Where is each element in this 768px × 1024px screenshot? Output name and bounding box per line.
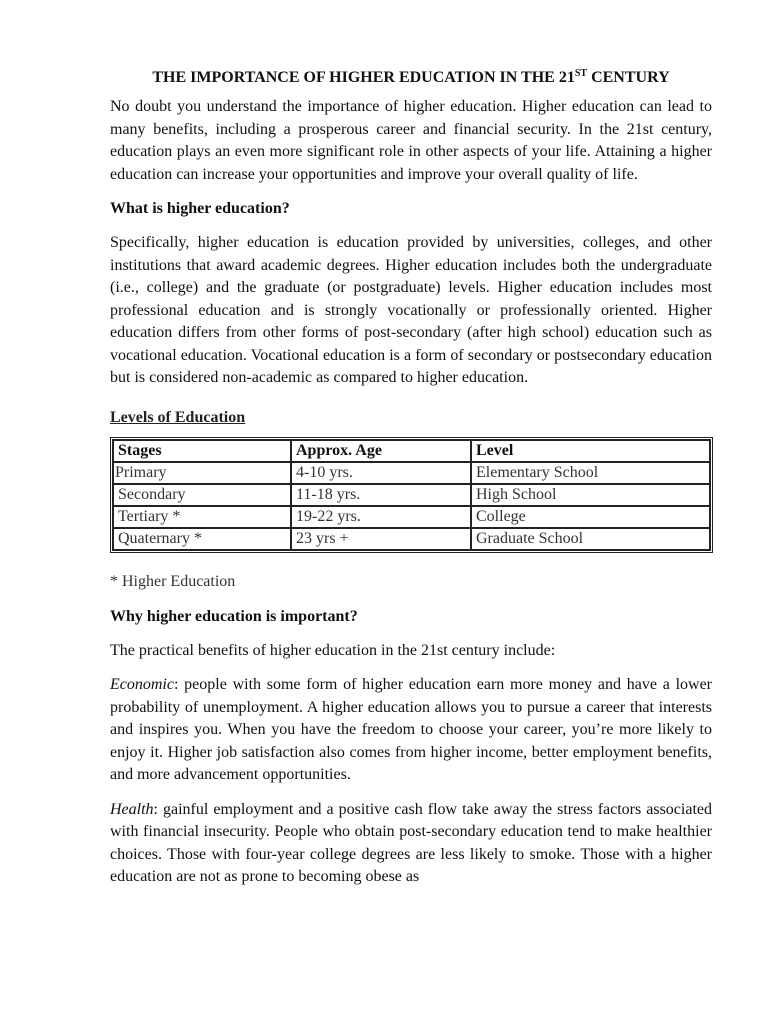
economic-text: : people with some form of higher education earn more money and have a lower probability of unemployment. A higher education allows you to pursue a career that interests and inspires you. When you have the freedom to choose your career, you’re more likely to enjoy it. Higher job satisfaction also comes from higher income, better employment benefits, and more advancement opportunities. <box>110 676 712 783</box>
intro-paragraph: No doubt you understand the importance of higher education. Higher education can lead to many benefits, including a prosperous career and financial security. In the 21st century, education plays an even more significant role in other aspects of your life. Attaining a higher education can increase your opportunities and improve your overall quality of life. <box>110 98 712 183</box>
table-cell: Secondary <box>113 484 291 506</box>
why-heading: Why higher education is important? <box>110 607 358 625</box>
title-text: THE IMPORTANCE OF HIGHER EDUCATION IN THE 21 <box>152 69 575 86</box>
table-row <box>113 528 710 550</box>
table-cell: 19-22 yrs. <box>291 506 471 528</box>
what-heading: What is higher education? <box>110 200 290 217</box>
table-cell: Elementary School <box>471 462 710 484</box>
table-cell: Quaternary * <box>113 528 291 550</box>
table-cell: College <box>471 506 710 528</box>
table-row <box>113 484 710 506</box>
table-header-cell: Stages <box>113 440 291 462</box>
table-cell: High School <box>471 484 710 506</box>
economic-label: Economic <box>110 676 174 693</box>
table-row <box>113 462 710 484</box>
table-cell: Primary <box>113 462 291 484</box>
table-header-cell: Level <box>471 440 710 462</box>
table-footnote: * Higher Education <box>110 572 236 590</box>
levels-heading: Levels of Education <box>110 408 246 426</box>
table-cell: 23 yrs + <box>291 528 471 550</box>
title-tail: CENTURY <box>587 69 670 86</box>
benefits-intro: The practical benefits of higher education in the 21st century include: <box>110 641 556 659</box>
table-cell: Tertiary * <box>113 506 291 528</box>
table-header-cell: Approx. Age <box>291 440 471 462</box>
table-cell: 11-18 yrs. <box>291 484 471 506</box>
health-label: Health <box>110 800 154 818</box>
health-text: : gainful employment and a positive cash flow take away the stress factors associated with financial insecurity. People who obtain post-secondary education tend to make healthier choices. Those with four-year college degrees are less likely to smoke. Those with a higher education are not as prone to becoming obese as <box>110 800 712 885</box>
economic-paragraph <box>110 674 712 787</box>
table-row <box>113 506 710 528</box>
table-cell: 4-10 yrs. <box>291 462 471 484</box>
table-cell: Graduate School <box>471 528 710 550</box>
title-superscript: ST <box>574 68 588 79</box>
document-content <box>110 68 712 889</box>
page-title <box>110 68 712 88</box>
education-levels-table <box>110 437 713 553</box>
health-paragraph <box>110 799 712 889</box>
definition-paragraph: Specifically, higher education is education provided by universities, colleges, and other institutions that award academic degrees. Higher education includes both the undergraduate (i.e., college) and the graduate (or postgraduate) levels. Higher education includes most professional education and is strongly vocationally or professionally oriented. Higher education differs from other forms of post-secondary (after high school) education such as vocational education. Vocational education is a form of secondary or postsecondary education but is considered non-academic as compared to higher education. <box>110 234 712 386</box>
table-header-row <box>113 440 710 462</box>
